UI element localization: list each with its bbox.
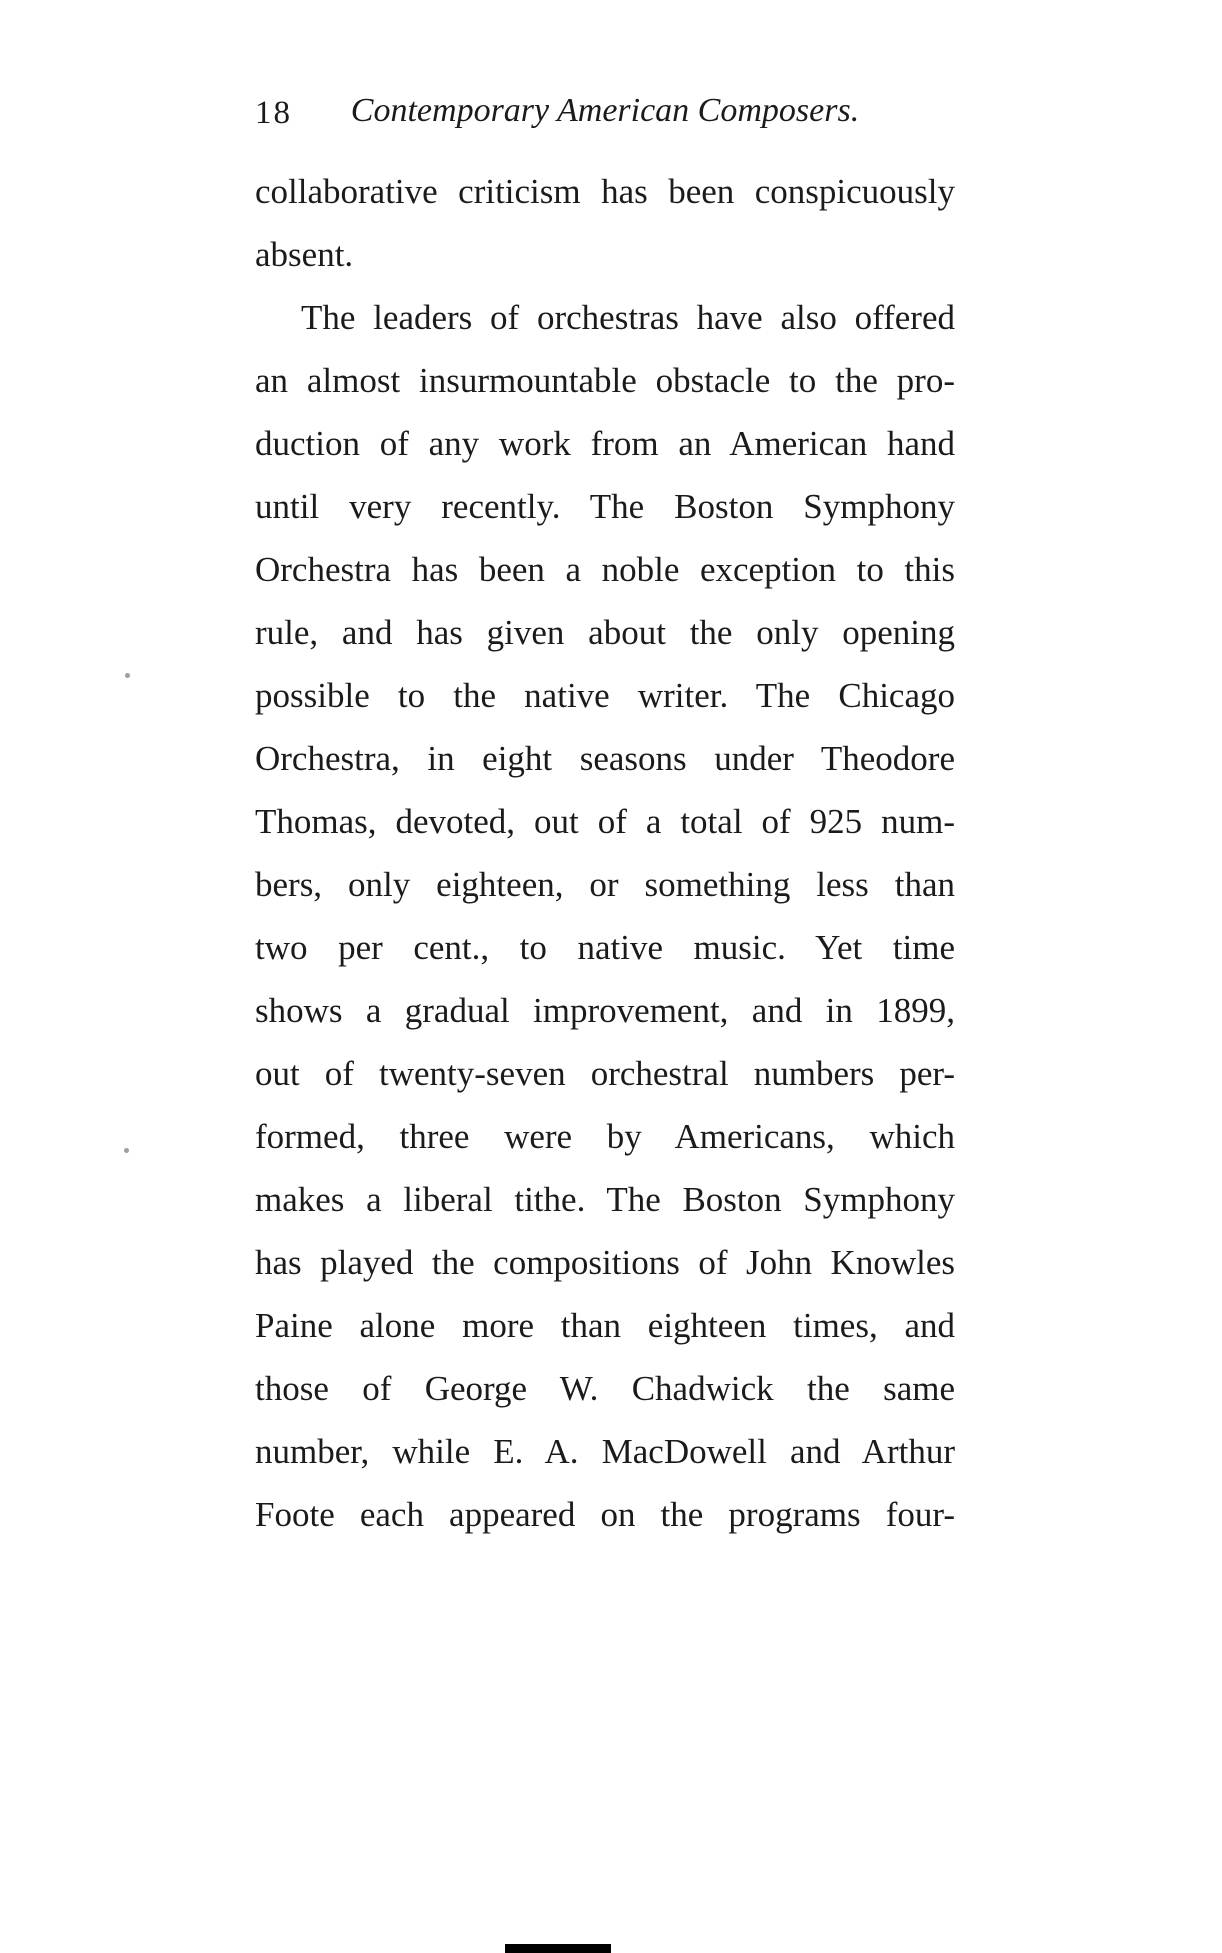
body-line: Orchestra, in eight seasons under Theodore [255, 739, 955, 778]
page-header [255, 92, 955, 136]
body-line: makes a liberal tithe. The Boston Symphony [255, 1180, 955, 1219]
body-line: bers, only eighteen, or something less than [255, 865, 955, 904]
body-line: rule, and has given about the only opening [255, 613, 955, 652]
page-number: 18 [255, 95, 292, 131]
body-line: duction of any work from an American hand [255, 424, 955, 463]
body-line: number, while E. A. MacDowell and Arthur [255, 1432, 955, 1471]
body-line: out of twenty-seven orchestral numbers per- [255, 1054, 955, 1093]
running-title: Contemporary American Composers. [350, 92, 860, 129]
body-line: Thomas, devoted, out of a total of 925 num- [255, 802, 955, 841]
body-line: has played the compositions of John Knowles [255, 1243, 955, 1282]
scan-artifact-bar [505, 1944, 611, 1953]
body-line: an almost insurmountable obstacle to the pro- [255, 361, 955, 400]
scan-speck [125, 673, 130, 678]
scan-speck [124, 1148, 129, 1153]
body-line: two per cent., to native music. Yet time [255, 928, 955, 967]
body-line: collaborative criticism has been conspicuously [255, 172, 955, 211]
body-line: possible to the native writer. The Chicago [255, 676, 955, 715]
body-line: absent. [255, 235, 354, 274]
body-line: Orchestra has been a noble exception to this [255, 550, 955, 589]
body-line: until very recently. The Boston Symphony [255, 487, 955, 526]
body-text [255, 160, 955, 1546]
body-line: Foote each appeared on the programs four- [255, 1495, 955, 1534]
body-line: Paine alone more than eighteen times, and [255, 1306, 955, 1345]
body-line: shows a gradual improvement, and in 1899, [255, 991, 955, 1030]
body-line: The leaders of orchestras have also offered [301, 298, 955, 337]
body-line: formed, three were by Americans, which [255, 1117, 955, 1156]
body-line: those of George W. Chadwick the same [255, 1369, 955, 1408]
